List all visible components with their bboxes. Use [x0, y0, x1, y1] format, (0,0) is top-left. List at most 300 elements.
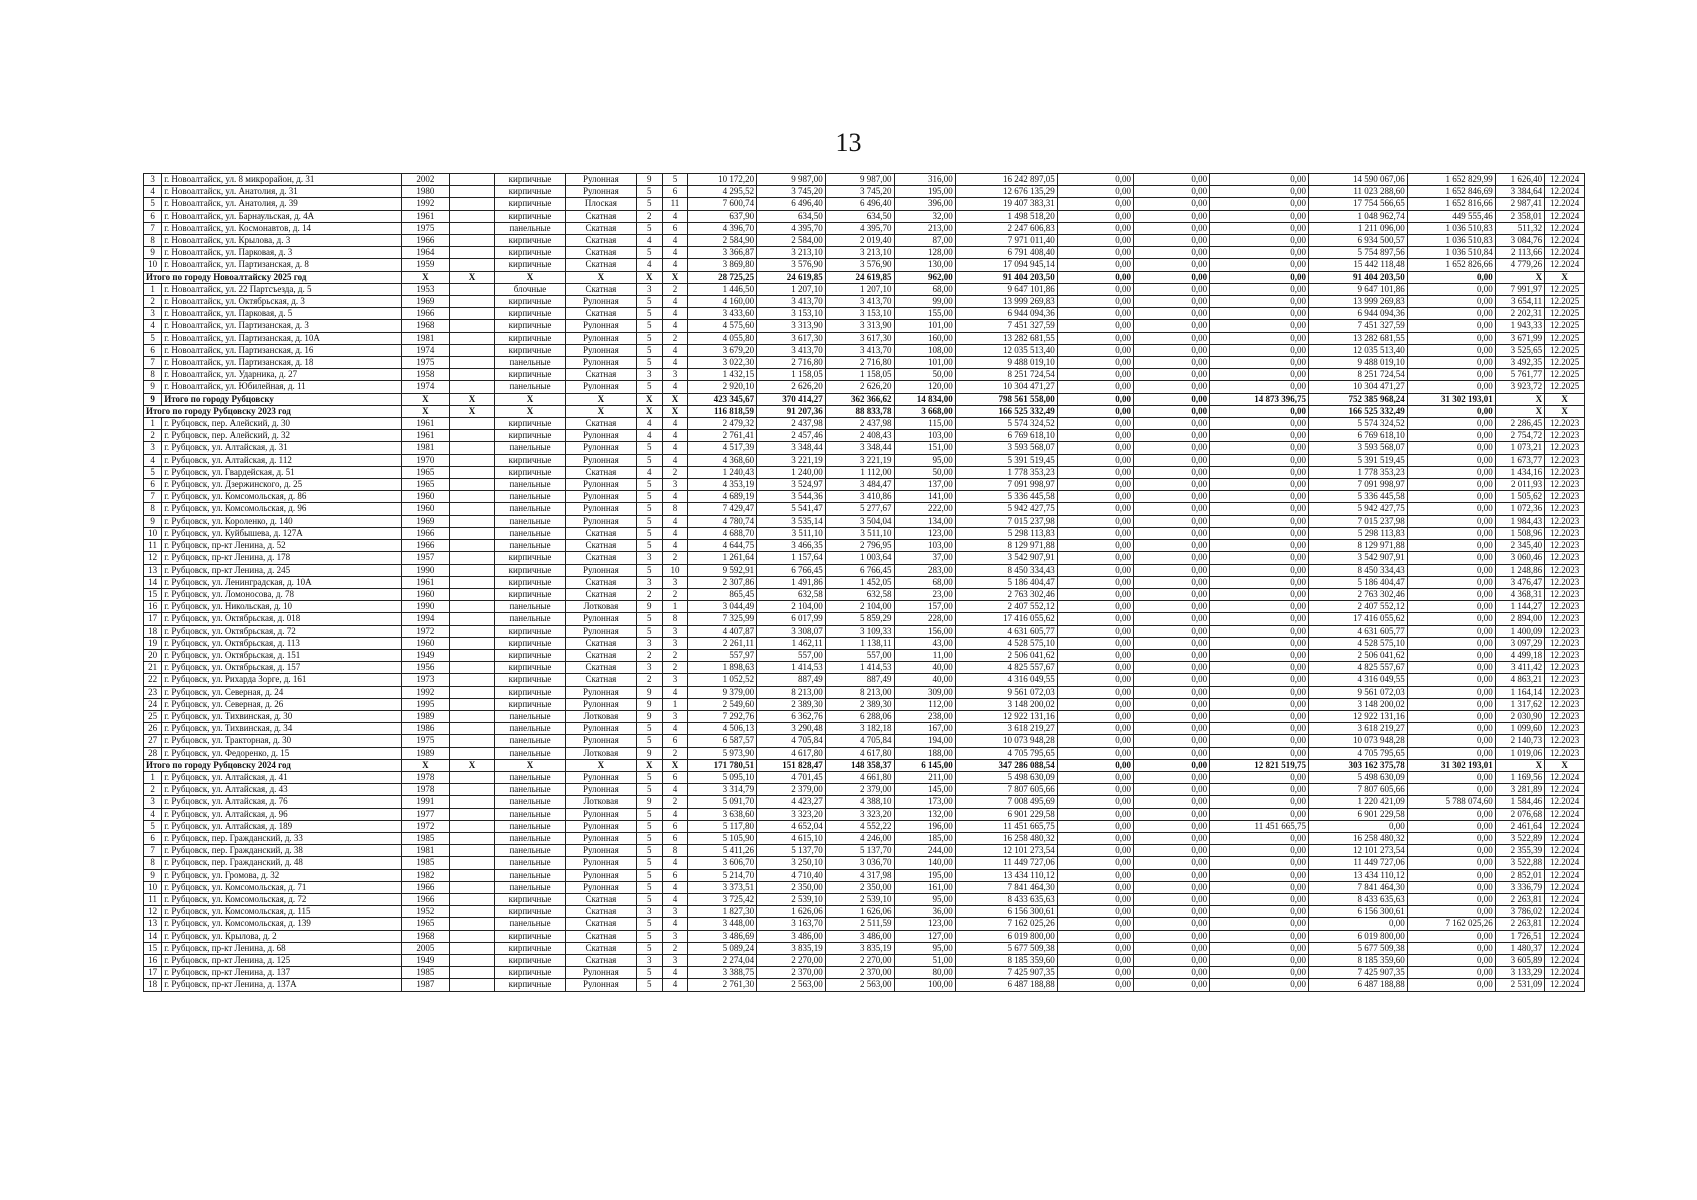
- table-cell: 10: [144, 881, 162, 893]
- table-cell: 2 563,00: [757, 979, 826, 991]
- table-cell: 18: [144, 979, 162, 991]
- table-cell: 12.2024: [1545, 186, 1585, 198]
- table-row: [144, 759, 1585, 771]
- table-cell: 2: [662, 796, 688, 808]
- table-cell: 3 153,10: [757, 308, 826, 320]
- table-cell: 120,00: [894, 381, 955, 393]
- table-cell: 5 541,47: [757, 503, 826, 515]
- table-cell: 1985: [401, 967, 449, 979]
- table-cell: Итого по городу Рубцовску 2024 год: [144, 759, 402, 771]
- table-cell: X: [662, 271, 688, 283]
- table-cell: 1991: [401, 796, 449, 808]
- table-cell: [450, 186, 495, 198]
- table-cell: 12.2023: [1545, 698, 1585, 710]
- table-cell: 0,00: [1057, 393, 1133, 405]
- table-cell: 0,00: [1133, 527, 1209, 539]
- table-cell: 2 754,72: [1495, 430, 1544, 442]
- table-cell: 0,00: [1133, 466, 1209, 478]
- table-cell: 4 688,70: [688, 527, 757, 539]
- table-cell: 0,00: [1133, 393, 1209, 405]
- table-cell: г. Рубцовск, ул. Крылова, д. 2: [162, 930, 401, 942]
- table-row: [144, 625, 1585, 637]
- table-cell: 3: [662, 710, 688, 722]
- table-row: [144, 235, 1585, 247]
- table-cell: 0,00: [1210, 686, 1309, 698]
- table-cell: 108,00: [894, 344, 955, 356]
- table-cell: 3 486,00: [757, 930, 826, 942]
- table-cell: 12.2024: [1545, 881, 1585, 893]
- table-cell: 24: [144, 698, 162, 710]
- table-row: [144, 552, 1585, 564]
- table-cell: X: [450, 393, 495, 405]
- table-cell: 0,00: [1407, 967, 1495, 979]
- table-cell: 1 626,06: [757, 906, 826, 918]
- table-cell: 0,00: [1407, 564, 1495, 576]
- table-cell: 5 788 074,60: [1407, 796, 1495, 808]
- page-number: 13: [835, 128, 862, 157]
- table-cell: 3: [662, 369, 688, 381]
- table-cell: 370 414,27: [757, 393, 826, 405]
- table-cell: 132,00: [894, 808, 955, 820]
- table-cell: Рулонная: [565, 454, 636, 466]
- table-cell: 40,00: [894, 662, 955, 674]
- table-cell: 5: [636, 442, 662, 454]
- table-cell: 6 901 229,58: [955, 808, 1057, 820]
- table-cell: 0,00: [1133, 637, 1209, 649]
- table-cell: 5: [636, 296, 662, 308]
- table-cell: кирпичные: [495, 186, 566, 198]
- table-cell: 0,00: [1407, 332, 1495, 344]
- table-cell: 16: [144, 955, 162, 967]
- table-cell: 1986: [401, 723, 449, 735]
- table-cell: 4 407,87: [688, 625, 757, 637]
- table-cell: [450, 479, 495, 491]
- table-row: [144, 271, 1585, 283]
- table-cell: 0,00: [1210, 918, 1309, 930]
- table-cell: 3 413,70: [825, 296, 894, 308]
- table-cell: 0,00: [1407, 698, 1495, 710]
- table-cell: 5 498 630,09: [955, 771, 1057, 783]
- table-cell: 2 626,20: [757, 381, 826, 393]
- table-cell: 7: [144, 845, 162, 857]
- table-cell: 1: [144, 771, 162, 783]
- table-cell: 1 164,14: [1495, 686, 1544, 698]
- table-cell: 7 008 495,69: [955, 796, 1057, 808]
- table-cell: г. Рубцовск, ул. Северная, д. 24: [162, 686, 401, 698]
- table-cell: 2 920,10: [688, 381, 757, 393]
- table-cell: 7 429,47: [688, 503, 757, 515]
- table-cell: 3: [662, 674, 688, 686]
- table-cell: 1: [662, 601, 688, 613]
- table-cell: 0,00: [1133, 308, 1209, 320]
- table-cell: 13 999 269,83: [955, 296, 1057, 308]
- table-cell: [450, 527, 495, 539]
- table-cell: 0,00: [1407, 649, 1495, 661]
- table-cell: 0,00: [1210, 186, 1309, 198]
- table-row: [144, 479, 1585, 491]
- table-cell: 88 833,78: [825, 405, 894, 417]
- table-cell: 5: [636, 222, 662, 234]
- table-cell: 2: [636, 674, 662, 686]
- table-cell: [450, 381, 495, 393]
- table-cell: 12.2023: [1545, 601, 1585, 613]
- table-cell: 3 745,20: [825, 186, 894, 198]
- table-cell: 0,00: [1210, 381, 1309, 393]
- table-cell: 3 314,79: [688, 784, 757, 796]
- table-cell: 8 433 635,63: [955, 893, 1057, 905]
- table-cell: 3 413,70: [757, 344, 826, 356]
- table-cell: кирпичные: [495, 649, 566, 661]
- table-cell: 0,00: [1133, 235, 1209, 247]
- table-cell: г. Новоалтайск, ул. Партизанская, д. 18: [162, 357, 401, 369]
- table-cell: г. Рубцовск, ул. Алтайская, д. 189: [162, 820, 401, 832]
- table-cell: 9: [144, 393, 162, 405]
- table-cell: 8: [662, 613, 688, 625]
- table-cell: 3 084,76: [1495, 235, 1544, 247]
- table-cell: кирпичные: [495, 198, 566, 210]
- table-cell: 0,00: [1407, 296, 1495, 308]
- table-cell: [450, 698, 495, 710]
- table-cell: Рулонная: [565, 967, 636, 979]
- table-cell: 2 563,00: [825, 979, 894, 991]
- table-cell: 3 336,79: [1495, 881, 1544, 893]
- table-cell: 1: [144, 418, 162, 430]
- table-cell: 0,00: [1133, 625, 1209, 637]
- table-cell: Рулонная: [565, 845, 636, 857]
- table-cell: 15: [144, 942, 162, 954]
- table-cell: 3: [662, 906, 688, 918]
- table-cell: 31 302 193,01: [1407, 759, 1495, 771]
- table-cell: 1960: [401, 503, 449, 515]
- table-cell: Скатная: [565, 210, 636, 222]
- table-row: [144, 906, 1585, 918]
- table-cell: г. Рубцовск, ул. Куйбышева, д. 127А: [162, 527, 401, 539]
- table-row: [144, 222, 1585, 234]
- table-cell: 3 786,02: [1495, 906, 1544, 918]
- table-cell: 50,00: [894, 466, 955, 478]
- table-cell: 0,00: [1133, 784, 1209, 796]
- table-cell: 9 592,91: [688, 564, 757, 576]
- table-cell: 1 827,30: [688, 906, 757, 918]
- table-cell: 6 769 618,10: [1308, 430, 1407, 442]
- table-cell: 0,00: [1407, 479, 1495, 491]
- table-cell: 0,00: [1407, 540, 1495, 552]
- table-cell: 4: [662, 381, 688, 393]
- table-cell: 12 035 513,40: [955, 344, 1057, 356]
- table-cell: 1 207,10: [825, 283, 894, 295]
- table-cell: X: [450, 271, 495, 283]
- table-cell: 4 705 795,65: [955, 747, 1057, 759]
- table-cell: г. Рубцовск, ул. Короленко, д. 140: [162, 515, 401, 527]
- table-cell: 0,00: [1057, 466, 1133, 478]
- table-cell: 0,00: [1210, 955, 1309, 967]
- table-cell: 0,00: [1210, 698, 1309, 710]
- table-cell: 160,00: [894, 332, 955, 344]
- table-row: [144, 601, 1585, 613]
- table-cell: 0,00: [1133, 613, 1209, 625]
- table-cell: 12.2025: [1545, 344, 1585, 356]
- table-cell: 0,00: [1210, 296, 1309, 308]
- table-cell: 50,00: [894, 369, 955, 381]
- table-cell: 12.2024: [1545, 967, 1585, 979]
- table-cell: 1985: [401, 857, 449, 869]
- table-cell: Рулонная: [565, 869, 636, 881]
- table-cell: 6: [144, 210, 162, 222]
- table-cell: 3 182,18: [825, 723, 894, 735]
- table-cell: 4 395,70: [825, 222, 894, 234]
- table-cell: 12.2023: [1545, 576, 1585, 588]
- table-cell: 5 105,90: [688, 832, 757, 844]
- table-cell: 87,00: [894, 235, 955, 247]
- table-cell: 4: [662, 967, 688, 979]
- table-cell: 0,00: [1057, 832, 1133, 844]
- table-cell: 0,00: [1407, 271, 1495, 283]
- table-cell: 5: [636, 942, 662, 954]
- table-cell: 5 089,24: [688, 942, 757, 954]
- table-cell: 5: [144, 820, 162, 832]
- table-cell: 6 766,45: [757, 564, 826, 576]
- table-cell: 0,00: [1057, 247, 1133, 259]
- table-cell: 15 442 118,48: [1308, 259, 1407, 271]
- table-cell: 449 555,46: [1407, 210, 1495, 222]
- table-cell: 3: [636, 662, 662, 674]
- table-cell: 13 999 269,83: [1308, 296, 1407, 308]
- table-cell: 0,00: [1057, 881, 1133, 893]
- table-cell: 20: [144, 649, 162, 661]
- table-cell: 0,00: [1210, 271, 1309, 283]
- table-cell: X: [401, 759, 449, 771]
- table-cell: 2: [636, 588, 662, 600]
- table-cell: Рулонная: [565, 564, 636, 576]
- table-cell: 1966: [401, 540, 449, 552]
- table-cell: 3 654,11: [1495, 296, 1544, 308]
- table-cell: 5: [636, 808, 662, 820]
- table-cell: 1968: [401, 320, 449, 332]
- table-cell: 157,00: [894, 601, 955, 613]
- table-cell: кирпичные: [495, 906, 566, 918]
- table-cell: 151 828,47: [757, 759, 826, 771]
- table-cell: 6: [662, 869, 688, 881]
- table-cell: 5: [636, 979, 662, 991]
- table-cell: 3 313,90: [825, 320, 894, 332]
- table-cell: 5: [636, 332, 662, 344]
- table-cell: Рулонная: [565, 186, 636, 198]
- table-cell: 0,00: [1133, 588, 1209, 600]
- table-cell: 5 411,26: [688, 845, 757, 857]
- table-cell: 11 023 288,60: [1308, 186, 1407, 198]
- table-cell: 2: [144, 296, 162, 308]
- table-cell: 0,00: [1057, 296, 1133, 308]
- table-cell: 4 705,84: [825, 735, 894, 747]
- table-cell: 1 505,62: [1495, 491, 1544, 503]
- table-cell: Скатная: [565, 235, 636, 247]
- table-cell: 0,00: [1210, 198, 1309, 210]
- table-cell: 6 587,57: [688, 735, 757, 747]
- table-cell: 137,00: [894, 479, 955, 491]
- table-cell: 2: [662, 662, 688, 674]
- table-cell: 6: [662, 820, 688, 832]
- table-cell: 0,00: [1133, 381, 1209, 393]
- table-cell: 1978: [401, 784, 449, 796]
- table-cell: 4: [662, 515, 688, 527]
- table-cell: 6: [662, 735, 688, 747]
- table-cell: 0,00: [1057, 332, 1133, 344]
- table-cell: 1 584,46: [1495, 796, 1544, 808]
- table-cell: 12.2024: [1545, 210, 1585, 222]
- table-cell: 0,00: [1210, 527, 1309, 539]
- table-cell: 12.2025: [1545, 296, 1585, 308]
- table-cell: 5: [636, 527, 662, 539]
- table-cell: 1987: [401, 979, 449, 991]
- table-cell: панельные: [495, 808, 566, 820]
- table-cell: 0,00: [1210, 832, 1309, 844]
- table-cell: 1 491,86: [757, 576, 826, 588]
- table-cell: Рулонная: [565, 979, 636, 991]
- table-cell: [450, 796, 495, 808]
- table-row: [144, 393, 1585, 405]
- table-cell: 134,00: [894, 515, 955, 527]
- table-cell: 4 517,39: [688, 442, 757, 454]
- table-cell: г. Рубцовск, ул. Алтайская, д. 31: [162, 442, 401, 454]
- table-cell: 1992: [401, 686, 449, 698]
- table-cell: 0,00: [1057, 759, 1133, 771]
- table-cell: 3 044,49: [688, 601, 757, 613]
- table-cell: 5: [636, 869, 662, 881]
- table-cell: 1994: [401, 613, 449, 625]
- table-cell: 2 511,59: [825, 918, 894, 930]
- table-cell: 0,00: [1057, 820, 1133, 832]
- table-cell: 0,00: [1057, 662, 1133, 674]
- table-cell: 3 448,00: [688, 918, 757, 930]
- table-cell: 17: [144, 613, 162, 625]
- table-cell: 0,00: [1057, 174, 1133, 186]
- table-cell: 9: [636, 601, 662, 613]
- table-cell: 4: [662, 723, 688, 735]
- table-cell: 12.2024: [1545, 820, 1585, 832]
- table-cell: 0,00: [1057, 918, 1133, 930]
- table-cell: 140,00: [894, 857, 955, 869]
- table-cell: г. Рубцовск, ул. Гвардейская, д. 51: [162, 466, 401, 478]
- table-cell: 1 943,33: [1495, 320, 1544, 332]
- table-cell: 1 112,00: [825, 466, 894, 478]
- table-cell: 0,00: [1133, 698, 1209, 710]
- table-cell: кирпичные: [495, 698, 566, 710]
- table-cell: 167,00: [894, 723, 955, 735]
- table-cell: 7 451 327,59: [1308, 320, 1407, 332]
- table-cell: 1 480,37: [1495, 942, 1544, 954]
- table-cell: 1 036 510,83: [1407, 235, 1495, 247]
- table-cell: 0,00: [1057, 210, 1133, 222]
- table-cell: 0,00: [1308, 820, 1407, 832]
- table-cell: 1981: [401, 442, 449, 454]
- table-cell: 3 036,70: [825, 857, 894, 869]
- table-cell: 0,00: [1133, 222, 1209, 234]
- table-cell: 4: [662, 784, 688, 796]
- table-cell: 12.2023: [1545, 503, 1585, 515]
- table-cell: X: [495, 405, 566, 417]
- table-cell: 13 282 681,55: [955, 332, 1057, 344]
- table-row: [144, 893, 1585, 905]
- table-cell: 12.2024: [1545, 808, 1585, 820]
- table-cell: 16: [144, 601, 162, 613]
- table-cell: г. Рубцовск, ул. Октябрьская, д. 151: [162, 649, 401, 661]
- table-cell: 5: [636, 881, 662, 893]
- table-cell: 188,00: [894, 747, 955, 759]
- table-cell: 0,00: [1407, 869, 1495, 881]
- table-cell: 0,00: [1210, 771, 1309, 783]
- table-cell: [450, 320, 495, 332]
- table-cell: 43,00: [894, 637, 955, 649]
- table-cell: 3 410,86: [825, 491, 894, 503]
- table-cell: 5 137,70: [825, 845, 894, 857]
- table-cell: кирпичные: [495, 588, 566, 600]
- table-cell: 1 652 816,66: [1407, 198, 1495, 210]
- table-cell: 171 780,51: [688, 759, 757, 771]
- table-cell: [450, 576, 495, 588]
- table-cell: блочные: [495, 283, 566, 295]
- table-cell: 3 679,20: [688, 344, 757, 356]
- table-cell: 0,00: [1210, 247, 1309, 259]
- table-cell: 634,50: [825, 210, 894, 222]
- table-cell: кирпичные: [495, 967, 566, 979]
- table-cell: 0,00: [1057, 454, 1133, 466]
- table-cell: 2: [662, 649, 688, 661]
- table-cell: 4: [662, 454, 688, 466]
- table-cell: 5: [636, 479, 662, 491]
- table-cell: г. Новоалтайск, ул. Партизанская, д. 10А: [162, 332, 401, 344]
- table-cell: 10: [144, 259, 162, 271]
- table-cell: 12.2024: [1545, 198, 1585, 210]
- table-cell: 5: [636, 515, 662, 527]
- table-cell: 115,00: [894, 418, 955, 430]
- table-cell: 0,00: [1133, 771, 1209, 783]
- table-cell: 12 035 513,40: [1308, 344, 1407, 356]
- table-cell: 3 542 907,91: [955, 552, 1057, 564]
- table-row: [144, 369, 1585, 381]
- table-cell: 1 261,64: [688, 552, 757, 564]
- table-cell: 4: [662, 686, 688, 698]
- table-cell: [450, 588, 495, 600]
- table-cell: 4 780,74: [688, 515, 757, 527]
- table-cell: 0,00: [1407, 308, 1495, 320]
- table-cell: 3 486,69: [688, 930, 757, 942]
- table-cell: 12 821 519,75: [1210, 759, 1309, 771]
- table-cell: 0,00: [1407, 930, 1495, 942]
- table-cell: 0,00: [1210, 222, 1309, 234]
- table-cell: 23: [144, 686, 162, 698]
- table-cell: г. Новоалтайск, ул. Парковая, д. 5: [162, 308, 401, 320]
- table-cell: 347 286 088,54: [955, 759, 1057, 771]
- table-cell: 557,00: [757, 649, 826, 661]
- table-cell: 5 298 113,83: [955, 527, 1057, 539]
- table-row: [144, 308, 1585, 320]
- table-cell: 0,00: [1210, 979, 1309, 991]
- table-cell: панельные: [495, 869, 566, 881]
- table-cell: панельные: [495, 540, 566, 552]
- table-cell: 5: [636, 613, 662, 625]
- table-row: [144, 881, 1585, 893]
- table-row: [144, 186, 1585, 198]
- table-cell: Рулонная: [565, 832, 636, 844]
- table-cell: 2 202,31: [1495, 308, 1544, 320]
- table-cell: 0,00: [1133, 930, 1209, 942]
- table-cell: 3: [636, 637, 662, 649]
- table-cell: Рулонная: [565, 515, 636, 527]
- table-cell: 0,00: [1407, 832, 1495, 844]
- table-cell: 5: [636, 344, 662, 356]
- table-cell: 0,00: [1133, 515, 1209, 527]
- table-cell: г. Новоалтайск, ул. Партизанская, д. 16: [162, 344, 401, 356]
